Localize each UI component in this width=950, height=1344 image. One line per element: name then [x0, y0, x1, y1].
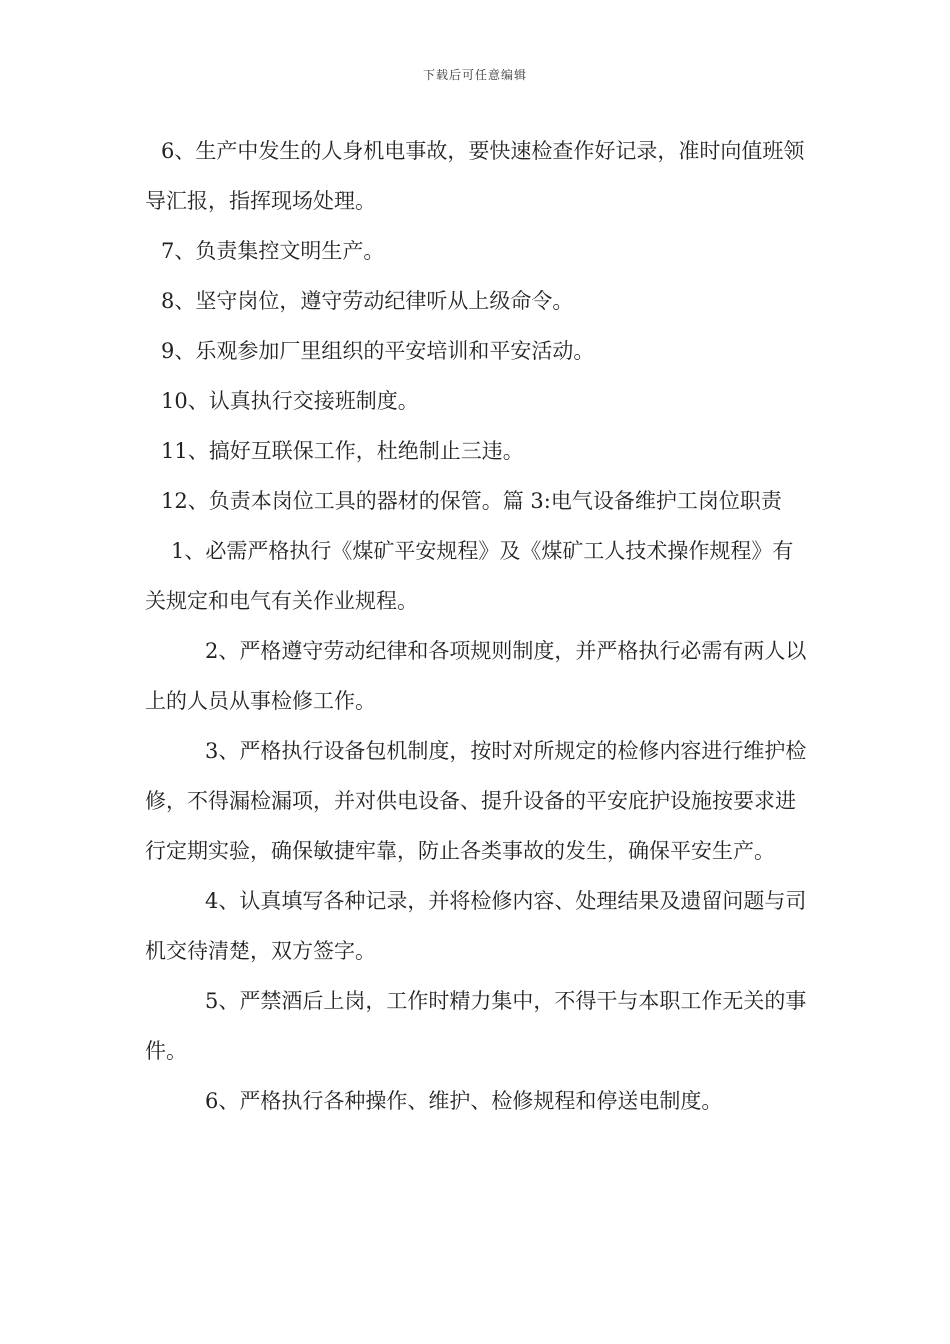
paragraph-item-10: 10、认真执行交接班制度。	[161, 389, 419, 413]
page-header: 下载后可任意编辑	[422, 68, 527, 82]
paragraph-item-9: 9、乐观参加厂里组织的平安培训和平安活动。	[161, 339, 595, 363]
paragraph-item-6: 6、生产中发生的人身机电事故，要快速检查作好记录，准时向值班领导汇报，指挥现场处理。	[145, 139, 805, 213]
document-body	[145, 126, 810, 1126]
paragraph-duty-4: 4、认真填写各种记录，并将检修内容、处理结果及遗留问题与司机交待清楚，双方签字。	[145, 889, 807, 963]
paragraph-item-7: 7、负责集控文明生产。	[161, 239, 385, 263]
paragraph-duty-2: 2、严格遵守劳动纪律和各项规则制度，并严格执行必需有两人以上的人员从事检修工作。	[145, 639, 807, 713]
paragraph-item-8: 8、坚守岗位，遵守劳动纪律听从上级命令。	[161, 289, 574, 313]
paragraph-duty-5: 5、严禁酒后上岗，工作时精力集中，不得干与本职工作无关的事件。	[145, 989, 807, 1063]
paragraph-item-12-section-title: 12、负责本岗位工具的器材的保管。篇 3:电气设备维护工岗位职责	[161, 489, 782, 513]
paragraph-item-11: 11、搞好互联保工作，杜绝制止三违。	[161, 439, 524, 463]
paragraph-duty-3: 3、严格执行设备包机制度，按时对所规定的检修内容进行维护检修，不得漏检漏项，并对供电设备、提升设备的平安庇护设施按要求进行定期实验，确保敏捷牢靠，防止各类事故的发生，确保平安生产。	[145, 739, 807, 863]
paragraph-duty-6: 6、严格执行各种操作、维护、检修规程和停送电制度。	[205, 1089, 723, 1113]
paragraph-duty-1: 1、必需严格执行《煤矿平安规程》及《煤矿工人技术操作规程》有关规定和电气有关作业规程。	[145, 539, 794, 613]
